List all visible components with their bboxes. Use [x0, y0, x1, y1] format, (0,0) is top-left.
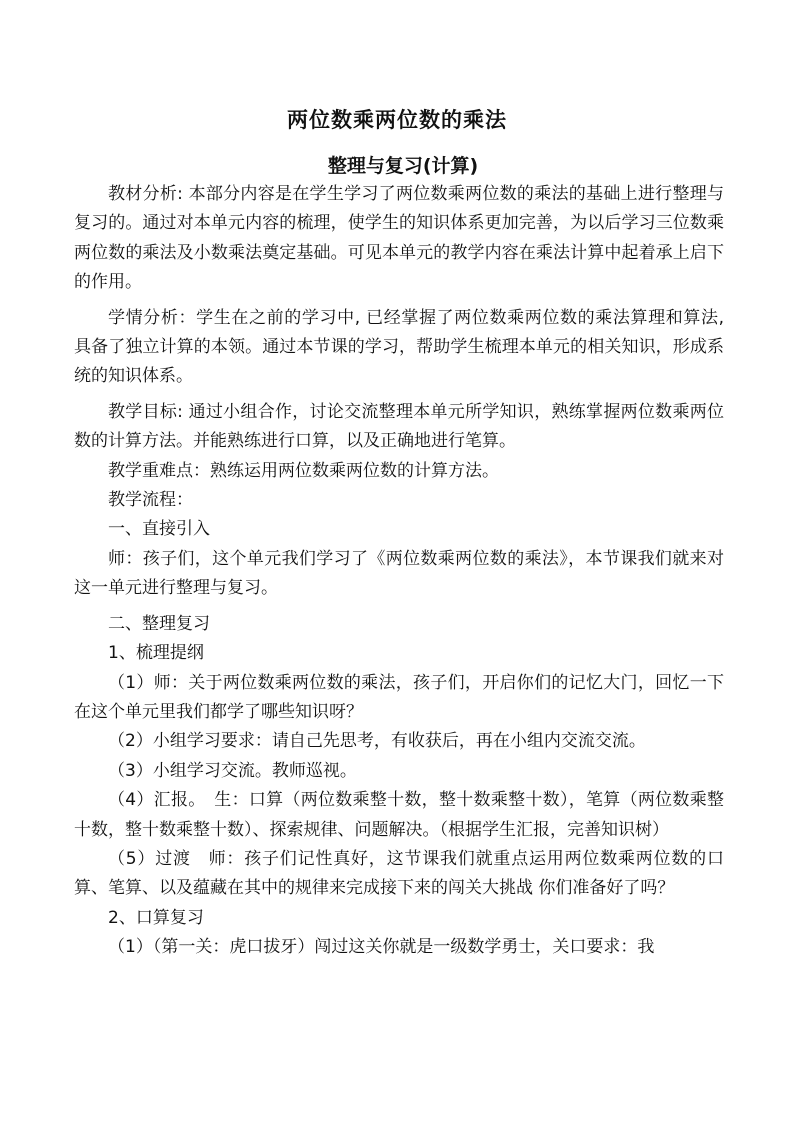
paragraph-step-2: （2）小组学习要求：请自己先思考，有收获后，再在小组内交流交流。: [108, 731, 646, 752]
section-material-analysis: 教材分析: 本部分内容是在学生学习了两位数乘两位数的乘法的基础上进行整理与复习的。通过对本单元内容的梳理，使学生的知识体系更加完善，为以后学习三位数乘两位数的乘法及小数乘法奠定基础。可见本单元的教学内容在乘法计算中起着承上启下的作用。: [74, 184, 725, 293]
paragraph-oral-step-1: （1）（第一关：虎口拔牙）闯过这关你就是一级数学勇士，关口要求：我: [108, 937, 655, 958]
section-teaching-goals: 教学目标: 通过小组合作，讨论交流整理本单元所学知识，熟练掌握两位数乘两位数的计算方法。并能熟练进行口算，以及正确地进行笔算。: [74, 401, 725, 452]
paragraph-step-5: （5）过渡 师：孩子们记性真好，这节课我们就重点运用两位数乘两位数的口算、笔算、以及蕴藏在其中的规律来完成接下来的闯关大挑战 你们准备好了吗？: [74, 848, 724, 899]
paragraph-intro-heading: 一、直接引入: [108, 519, 210, 540]
paragraph-step-3: （3）小组学习交流。教师巡视。: [108, 760, 357, 781]
paragraph-step-4: （4）汇报。 生：口算（两位数乘整十数，整十数乘整十数），笔算（两位数乘整十数，整十数乘整十数）、探索规律、问题解决。（根据学生汇报，完善知识树）: [74, 790, 724, 840]
paragraph-oral-heading: 2、口算复习: [108, 907, 204, 928]
section-label: 教材分析: [108, 184, 178, 204]
document-body: [74, 180, 724, 963]
section-text: 通过小组合作，讨论交流整理本单元所学知识，熟练掌握两位数乘两位数的计算方法。并能熟练进行口算，以及正确地进行笔算。: [74, 401, 725, 452]
paragraph-step-1: （1）师：关于两位数乘两位数的乘法，孩子们，开启你们的记忆大门，回忆一下在这个单元里我们都学了哪些知识呀？: [74, 672, 724, 722]
paragraph-review-heading: 二、整理复习: [108, 613, 210, 634]
section-label: 学情分析: [108, 307, 179, 328]
document-title: 两位数乘两位数的乘法: [287, 108, 507, 132]
section-text: 本部分内容是在学生学习了两位数乘两位数的乘法的基础上进行整理与复习的。通过对本单元内容的梳理，使学生的知识体系更加完善，为以后学习三位数乘两位数的乘法及小数乘法奠定基础。可见本单元的教学内容在乘法计算中起着承上启下的作用。: [74, 184, 725, 293]
paragraph-intro-teacher: 师：孩子们，这个单元我们学习了《两位数乘两位数的乘法》，本节课我们就来对这一单元进行整理与复习。: [74, 548, 724, 599]
section-text: 熟练运用两位数乘两位数的计算方法。: [210, 460, 499, 481]
section-text: 学生在之前的学习中, 已经掌握了两位数乘两位数的乘法算理和算法, 具备了独立计算的本领。通过本节课的学习，帮助学生梳理本单元的相关知识，形成系统的知识体系。: [74, 307, 725, 387]
paragraph-outline-heading: 1、梳理提纲: [108, 643, 204, 664]
teaching-flow-label: 教学流程：: [108, 490, 193, 511]
section-label: 教学重难点: [108, 460, 193, 481]
section-student-analysis: 学情分析：学生在之前的学习中, 已经掌握了两位数乘两位数的乘法算理和算法, 具备了独立计算的本领。通过本节课的学习，帮助学生梳理本单元的相关知识，形成系统的知识体系。: [74, 307, 725, 387]
document-subtitle: 整理与复习(计算): [327, 155, 479, 177]
section-label: 教学目标: [108, 401, 178, 422]
section-key-difficulties: 教学重难点：熟练运用两位数乘两位数的计算方法。: [108, 460, 499, 481]
